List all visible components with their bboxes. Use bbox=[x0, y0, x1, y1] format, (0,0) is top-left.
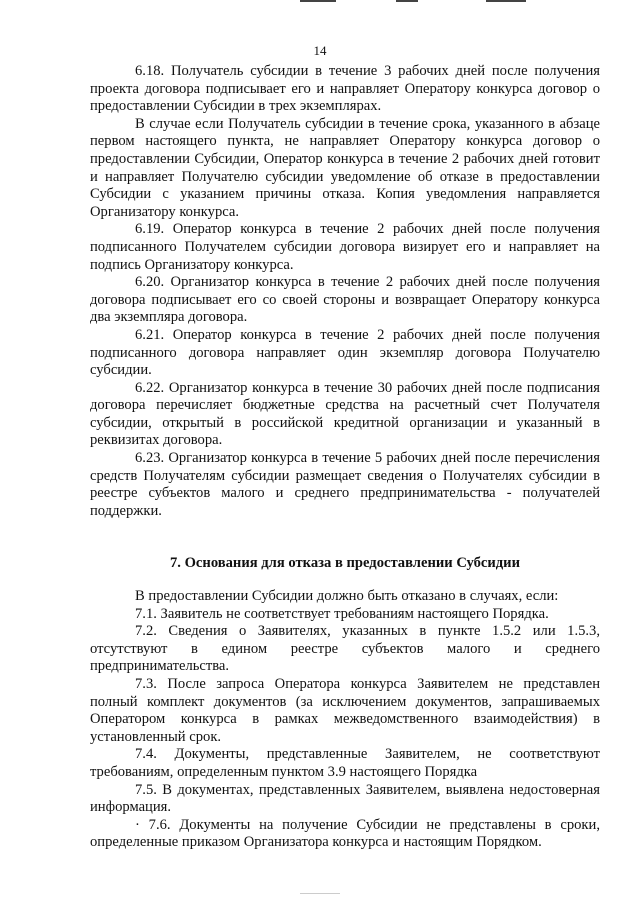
paragraph-7-3: 7.3. После запроса Оператора конкурса Заявителем не представлен полный комплект документов (за исключением документов, запрашиваемых Оператором конкурса в рамках межведомственного взаимодействия) в установленный срок. bbox=[90, 676, 600, 745]
scan-mark-bottom bbox=[300, 893, 340, 894]
paragraph-7-1: 7.1. Заявитель не соответствует требованиям настоящего Порядка. bbox=[135, 605, 549, 622]
paragraph-7-5: 7.5. В документах, представленных Заявителем, выявлена недостоверная информация. bbox=[90, 781, 600, 816]
page-number: 14 bbox=[313, 43, 327, 58]
section-7-heading: 7. Основания для отказа в предоставлении Субсидии bbox=[169, 555, 520, 572]
scan-marks bbox=[300, 0, 560, 3]
document-body bbox=[90, 63, 600, 852]
paragraph-6-21: 6.21. Оператор конкурса в течение 2 рабочих дней после получения подписанного договора направляет один экземпляр договора Получателю субсидии. bbox=[90, 326, 600, 379]
paragraph-7-6: · 7.6. Документы на получение Субсидии не представлены в сроки, определенные приказом Организатора конкурса и настоящим Порядком. bbox=[90, 816, 600, 851]
paragraph-7-4: 7.4. Документы, представленные Заявителем, не соответствуют требованиям, определенным пунктом 3.9 настоящего Порядка bbox=[90, 746, 600, 780]
paragraph-7-intro: В предоставлении Субсидии должно быть отказано в случаях, если: bbox=[135, 588, 559, 605]
paragraph-6-20: 6.20. Организатор конкурса в течение 2 рабочих дней после получения договора подписывает его со своей стороны и возвращает Оператору конкурса два экземпляра договора. bbox=[90, 274, 600, 326]
paragraph-6-18-refusal: В случае если Получатель субсидии в течение срока, указанного в абзаце первом настоящего пункта, не направляет Оператору конкурса договор о предоставлении Субсидии, Оператор конкурса в течение 2 рабочих дней готовит и направляет Получателю субсидии уведомление об отказе в предоставлении Субсидии с указанием причины отказа. Копия уведомления направляется Организатору конкурса. bbox=[90, 115, 600, 220]
paragraph-6-23: 6.23. Организатор конкурса в течение 5 рабочих дней после перечисления средств Получателям субсидии размещает сведения о Получателях субсидии в реестре субъектов малого и среднего предпринимательства - получателей поддержки. bbox=[90, 450, 600, 519]
paragraph-6-22: 6.22. Организатор конкурса в течение 30 рабочих дней после подписания договора перечисляет бюджетные средства на расчетный счет Получателя субсидии, открытый в российской кредитной организации и указанный в реквизитах договора. bbox=[90, 379, 600, 449]
paragraph-6-18: 6.18. Получатель субсидии в течение 3 рабочих дней после получения проекта договора подписывает его и направляет Оператору конкурса договор о предоставлении Субсидии в трех экземплярах. bbox=[90, 63, 600, 115]
paragraph-6-19: 6.19. Оператор конкурса в течение 2 рабочих дней после получения подписанного Получателем субсидии договора визирует его и направляет на подпись Организатору конкурса. bbox=[90, 221, 600, 273]
paragraph-7-2: 7.2. Сведения о Заявителях, указанных в пункте 1.5.2 или 1.5.3, отсутствуют в едином реестре субъектов малого и среднего предпринимательства. bbox=[90, 623, 600, 675]
